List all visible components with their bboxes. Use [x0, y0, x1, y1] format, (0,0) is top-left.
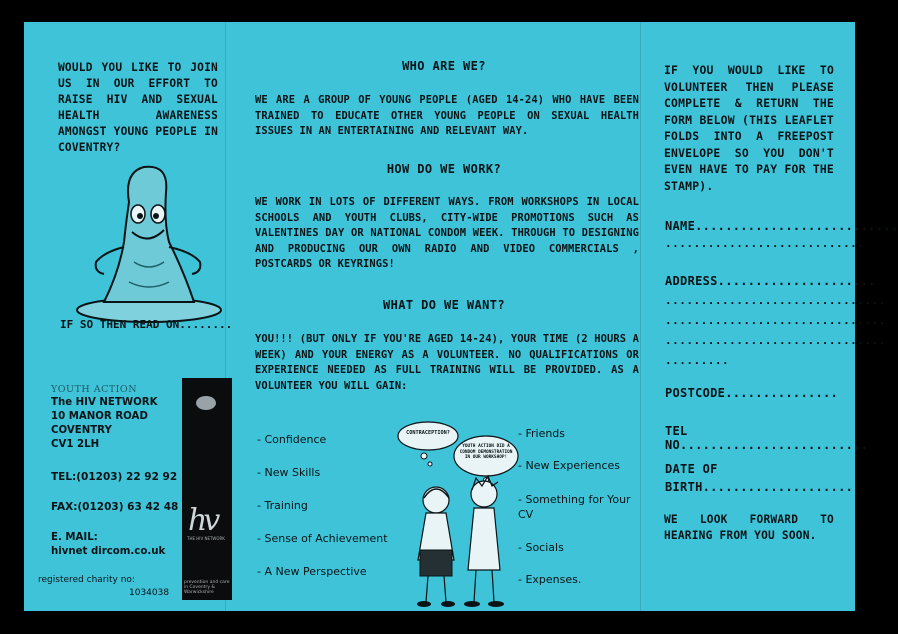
date-of-birth-field-line: BIRTH.................... — [665, 480, 854, 494]
telephone-field-label: TEL NO......................... — [665, 424, 869, 452]
intro-text: WOULD YOU LIKE TO JOIN US IN OUR EFFORT TO RAISE HIV AND SEXUAL HEALTH AWARENESS AMONGST YOUNG PEOPLE IN COVENTRY? — [58, 61, 218, 154]
speech-bubble-left: CONTRACEPTION? — [406, 430, 450, 436]
address-field-line: ............................... — [665, 334, 886, 347]
address-field-line: ......... — [665, 354, 730, 367]
email-address: hivnet dircom.co.uk — [51, 546, 166, 557]
address-field-line: ............................... — [665, 314, 886, 327]
logo-small-text: THE HIV NETWORK — [187, 536, 225, 541]
benefit-item: - Expenses. — [518, 573, 582, 586]
name-field-label: NAME........................... — [665, 219, 898, 233]
benefit-item: - New Skills — [257, 466, 321, 479]
benefit-item: - Confidence — [257, 433, 327, 446]
read-on-text: IF SO THEN READ ON........ — [60, 318, 233, 331]
logo-emblem-icon — [196, 396, 216, 410]
charity-label: registered charity no: — [38, 575, 135, 585]
postcode-field-label: POSTCODE............... — [665, 386, 839, 400]
address-line: The HIV NETWORK — [51, 397, 158, 408]
email-label: E. MAIL: — [51, 532, 98, 543]
email-block — [51, 531, 165, 559]
benefit-item: - Friends — [518, 427, 566, 440]
closing-text: WE LOOK FORWARD TO HEARING FROM YOU SOON. — [664, 513, 834, 542]
who-heading: WHO ARE WE? — [402, 59, 486, 73]
benefit-item: - Sense of Achievement — [257, 532, 388, 545]
how-text: WE WORK IN LOTS OF DIFFERENT WAYS. FROM WORKSHOPS IN LOCAL SCHOOLS AND YOUTH CLUBS, CITY-WIDE PROMOTIONS SUCH AS VALENTINES DAY OR NATIONAL CONDOM WEEK. THROUGH TO DESIGNING AND PRODUCING OUR OWN RADIO AND VIDEO COMMERCIALS , POSTCARDS OR KEYRINGS! — [255, 196, 639, 270]
logo-tagline: prevention and care in Coventry & Warwickshire — [184, 580, 230, 595]
date-of-birth-label: DATE OF — [665, 462, 718, 476]
want-text: YOU!!! (BUT ONLY IF YOU'RE AGED 14-24), YOUR TIME (2 HOURS A WEEK) AND YOUR ENERGY AS A VOLUNTEER. NO QUALIFICATIONS OR EXPERIENCE NEEDED AS FULL TRAINING WILL BE PROVIDED. AS A VOLUNTEER YOU WILL GAIN: — [255, 333, 639, 392]
hiv-network-logo — [182, 378, 232, 600]
want-heading: WHAT DO WE WANT? — [383, 298, 505, 312]
benefit-item: - Something for Your CV — [518, 493, 631, 521]
address-line: COVENTRY — [51, 425, 112, 436]
address-field-label: ADDRESS..................... — [665, 274, 876, 288]
leaflet — [24, 22, 898, 611]
name-field-line: ............................ — [665, 237, 865, 250]
volunteer-intro: IF YOU WOULD LIKE TO VOLUNTEER THEN PLEASE COMPLETE & RETURN THE FORM BELOW (THIS LEAFLET FOLDS INTO A FREEPOST ENVELOPE SO YOU DON'T EVEN HAVE TO PAY FOR THE STAMP). — [664, 63, 834, 193]
benefit-item: - A New Perspective — [257, 565, 367, 578]
who-text: WE ARE A GROUP OF YOUNG PEOPLE (AGED 14-24) WHO HAVE BEEN TRAINED TO EDUCATE OTHER YOUNG PEOPLE ON SEXUAL HEALTH ISSUES IN AN ENTERTAINING AND RELEVANT WAY. — [255, 94, 639, 137]
telephone-number: TEL:(01203) 22 92 92 — [51, 471, 178, 483]
how-heading: HOW DO WE WORK? — [386, 162, 502, 176]
logo-mark: hv — [188, 503, 217, 538]
fold-line-right — [640, 22, 641, 611]
address-title: YOUTH ACTION — [51, 384, 138, 395]
fax-number: FAX:(01203) 63 42 48 — [51, 501, 179, 513]
address-line: 10 MANOR ROAD — [51, 411, 148, 422]
address-block — [51, 396, 157, 452]
address-line: CV1 2LH — [51, 439, 100, 450]
benefit-item: - New Experiences — [518, 459, 621, 472]
condom-mascot-illustration — [74, 162, 224, 327]
benefit-item: - Socials — [518, 541, 564, 554]
address-field-line: ............................... — [665, 294, 886, 307]
benefit-item: - Training — [257, 499, 308, 512]
speech-bubble-right: YOUTH ACTION DID A CONDOM DEMONSTRATION IN OUR WORKSHOP! — [459, 444, 513, 460]
charity-number: 1034038 — [129, 588, 170, 598]
